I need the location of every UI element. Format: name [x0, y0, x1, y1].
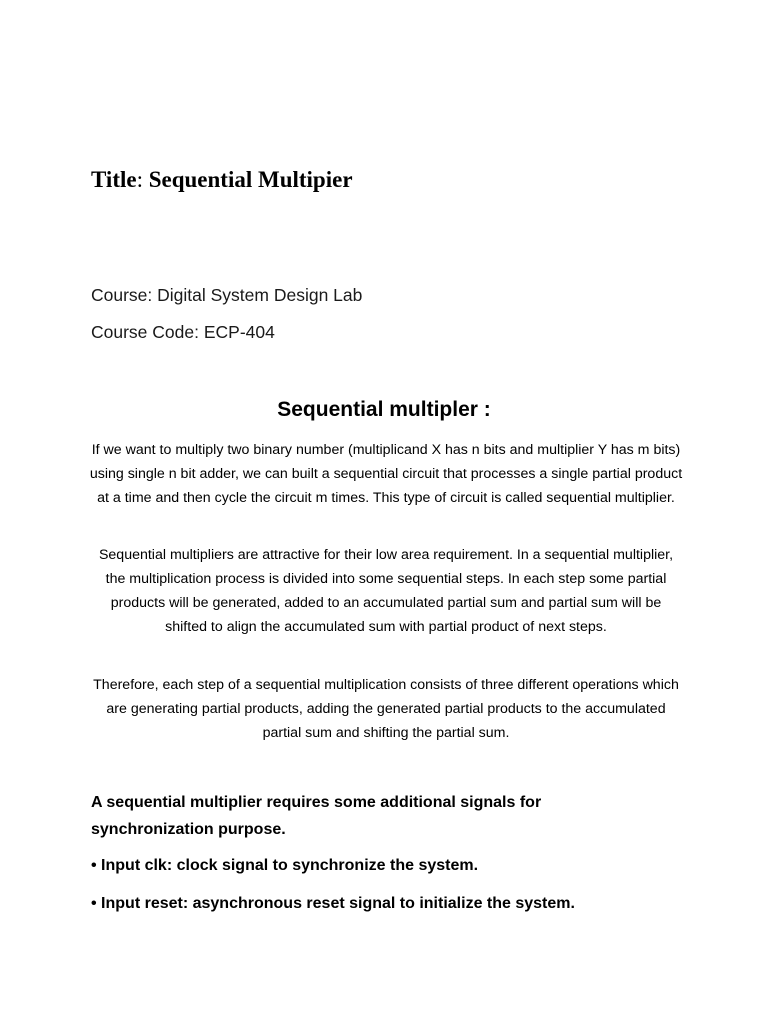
- course-name: Course: Digital System Design Lab: [91, 285, 363, 305]
- bullet-reset: • Input reset: asynchronous reset signal to initialize the system.: [91, 895, 575, 912]
- title-text: Sequential Multipier: [148, 167, 353, 192]
- document-title: [91, 166, 353, 194]
- title-label: Title: [91, 167, 137, 192]
- bullet-clk: • Input clk: clock signal to synchronize the system.: [91, 857, 479, 874]
- course-code: Course Code: ECP-404: [91, 322, 275, 342]
- paragraph-operations: Therefore, each step of a sequential multiplication consists of three different operations which are generating partial products, adding the generated partial products to the accumulated partial sum and shifting the partial sum.: [93, 677, 679, 741]
- signals-intro: A sequential multiplier requires some additional signals for synchronization purpose.: [91, 794, 542, 838]
- section-heading: Sequential multipler :: [277, 398, 491, 421]
- title-separator: :: [136, 167, 143, 192]
- paragraph-intro: If we want to multiply two binary number (multiplicand X has n bits and multiplier Y has m bits) using single n bit adder, we can built a sequential circuit that processes a single partial product at a time and then cycle the circuit m times. This type of circuit is called sequential multiplier.: [89, 442, 683, 506]
- paragraph-advantages: Sequential multipliers are attractive for their low area requirement. In a sequential multiplier, the multiplication process is divided into some sequential steps. In each step some partial products will be generated, added to an accumulated partial sum and partial sum will be shifted to align the accumulated sum with partial product of next steps.: [98, 547, 674, 635]
